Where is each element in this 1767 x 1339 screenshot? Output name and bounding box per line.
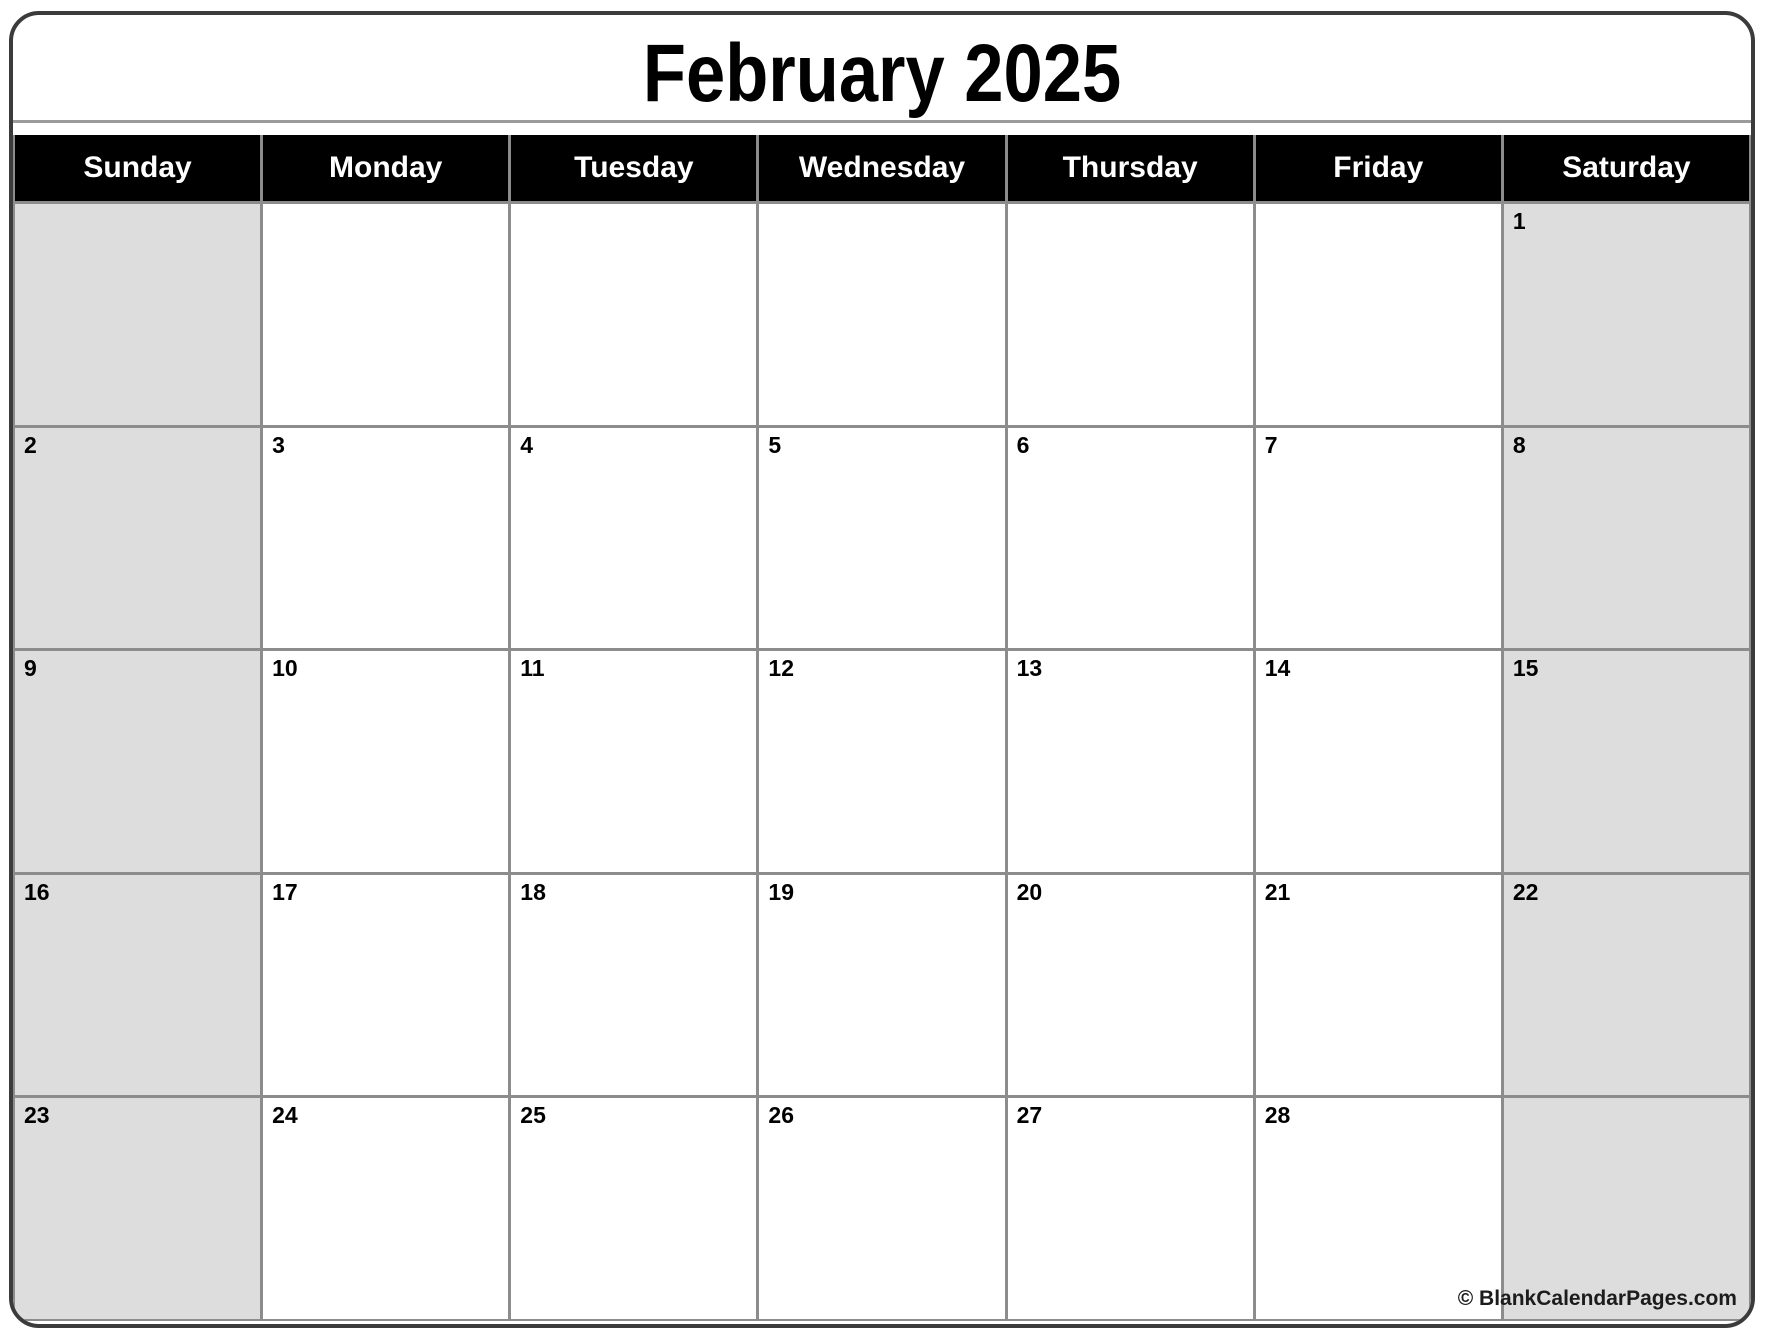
day-cell-9 (15, 651, 260, 872)
day-number: 22 (1512, 878, 1539, 905)
day-cell-22 (1504, 875, 1749, 1096)
day-number: 2 (24, 431, 37, 458)
day-number: 23 (24, 1102, 50, 1129)
day-number (511, 204, 756, 209)
weekday-header-monday: Monday (263, 135, 508, 201)
day-number: 27 (1016, 1102, 1043, 1129)
day-cell-1 (1504, 204, 1749, 425)
day-cell-26 (759, 1098, 1004, 1319)
day-number: 16 (24, 878, 50, 905)
day-cell-17 (263, 875, 508, 1096)
day-number (15, 204, 260, 209)
weekday-header-wednesday: Wednesday (759, 135, 1004, 201)
page-title: February 2025 (642, 27, 1122, 119)
day-cell-5 (759, 428, 1004, 649)
day-number: 21 (1264, 878, 1291, 905)
day-cell-13 (1008, 651, 1253, 872)
day-cell-25 (511, 1098, 756, 1319)
day-cell-empty (263, 204, 508, 425)
weekday-header-thursday: Thursday (1008, 135, 1253, 201)
day-number: 8 (1512, 431, 1526, 458)
day-number: 7 (1264, 431, 1278, 458)
weekday-header-sunday: Sunday (15, 135, 260, 201)
day-number: 6 (1016, 431, 1030, 458)
day-cell-6 (1008, 428, 1253, 649)
day-cell-21 (1256, 875, 1501, 1096)
day-number: 12 (768, 655, 795, 682)
day-cell-19 (759, 875, 1004, 1096)
day-number: 24 (272, 1102, 298, 1129)
day-cell-28 (1256, 1098, 1501, 1319)
day-number: 26 (768, 1102, 795, 1129)
day-number: 1 (1512, 208, 1526, 234)
day-cell-3 (263, 428, 508, 649)
day-cell-15 (1504, 651, 1749, 872)
day-number: 15 (1512, 655, 1539, 682)
day-cell-7 (1256, 428, 1501, 649)
day-number: 14 (1264, 655, 1291, 682)
day-cell-11 (511, 651, 756, 872)
day-cell-23 (15, 1098, 260, 1319)
day-number (263, 204, 508, 209)
day-number: 18 (520, 878, 546, 905)
weekday-header-saturday: Saturday (1504, 135, 1749, 201)
day-number: 11 (520, 655, 545, 682)
day-number: 28 (1264, 1102, 1291, 1129)
calendar-grid (13, 135, 1751, 1321)
day-cell-20 (1008, 875, 1253, 1096)
copyright-text: © BlankCalendarPages.com (1457, 1287, 1737, 1310)
calendar-page (9, 11, 1755, 1328)
weekday-header-tuesday: Tuesday (511, 135, 756, 201)
day-number: 19 (768, 878, 795, 905)
day-cell-empty (1256, 204, 1501, 425)
day-number (759, 204, 1004, 209)
day-number: 3 (272, 431, 285, 458)
day-cell-empty (1457, 1098, 1749, 1319)
day-number (1008, 204, 1253, 209)
day-cell-24 (263, 1098, 508, 1319)
day-number: 25 (520, 1102, 546, 1129)
day-cell-14 (1256, 651, 1501, 872)
day-cell-empty (759, 204, 1004, 425)
day-cell-empty (511, 204, 756, 425)
day-number: 10 (272, 655, 298, 682)
day-cell-27 (1008, 1098, 1253, 1319)
day-cell-empty (15, 204, 260, 425)
title-row (13, 15, 1751, 123)
day-number: 20 (1016, 878, 1043, 905)
weekday-header-friday: Friday (1256, 135, 1501, 201)
day-number: 5 (768, 431, 782, 458)
day-number (1504, 1098, 1749, 1103)
day-number (1256, 204, 1501, 209)
day-cell-10 (263, 651, 508, 872)
day-cell-16 (15, 875, 260, 1096)
day-number: 4 (520, 431, 534, 458)
day-cell-8 (1504, 428, 1749, 649)
day-cell-2 (15, 428, 260, 649)
day-number: 9 (24, 655, 37, 682)
day-number: 17 (272, 878, 298, 905)
day-cell-18 (511, 875, 756, 1096)
day-cell-empty (1008, 204, 1253, 425)
day-cell-12 (759, 651, 1004, 872)
day-cell-4 (511, 428, 756, 649)
day-number: 13 (1016, 655, 1043, 682)
